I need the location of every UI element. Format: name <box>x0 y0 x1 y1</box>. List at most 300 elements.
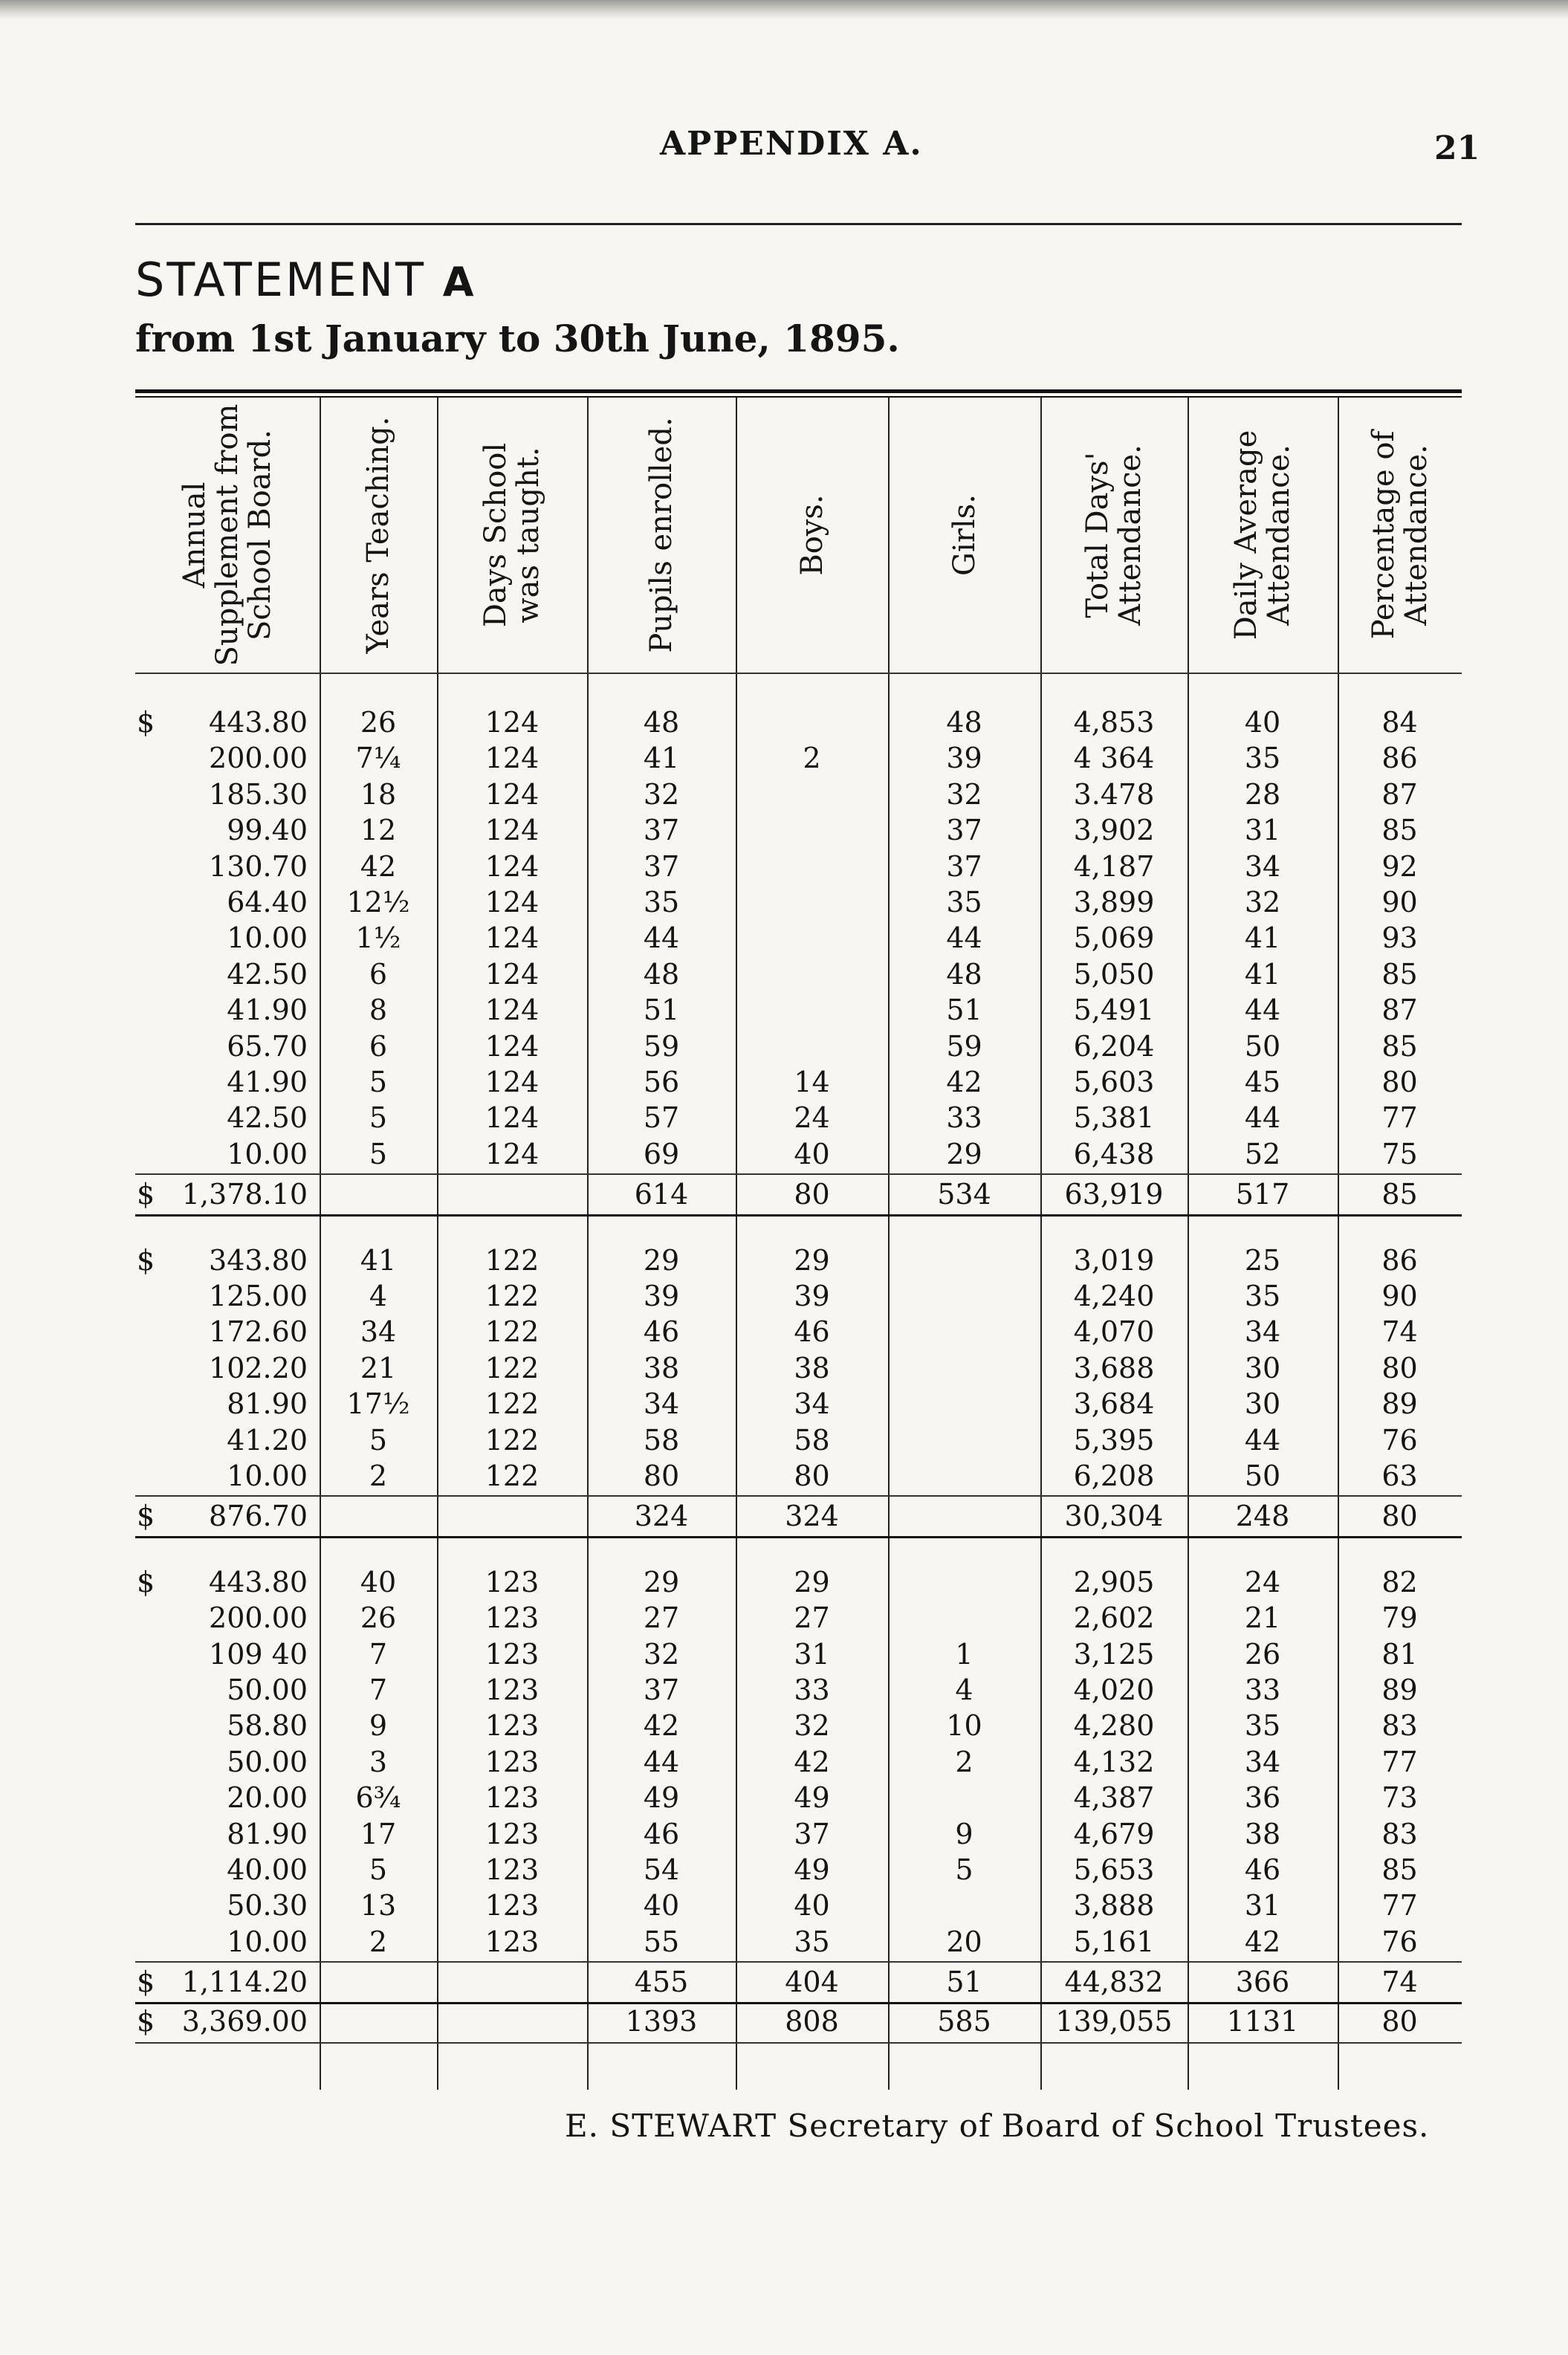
table-row-total-days: 4,387 <box>1073 1781 1155 1815</box>
column-header-boys <box>736 398 888 673</box>
table-row-percentage: 75 <box>1381 1137 1418 1170</box>
table-row-supplement: 343.80 <box>209 1243 308 1277</box>
table-row-days: 122 <box>485 1387 540 1421</box>
table-row-daily-average: 38 <box>1244 1817 1281 1850</box>
table-row-days: 122 <box>485 1280 540 1312</box>
section-total-row-daily-average: 248 <box>1235 1500 1290 1533</box>
table-row-boys: 37 <box>794 1817 830 1850</box>
table-row-years: 8 <box>369 994 388 1027</box>
table-row-enrolled: 38 <box>643 1351 680 1384</box>
table-row-enrolled: 32 <box>643 777 680 811</box>
table-row-girls: 9 <box>955 1817 973 1850</box>
table-row-girls: 37 <box>946 814 982 847</box>
table-row-percentage: 85 <box>1381 957 1418 991</box>
table-row-girls: 37 <box>946 849 982 883</box>
table-row-supplement: 20.00 <box>227 1781 308 1815</box>
dollar-sign: $ <box>137 1565 155 1598</box>
table-row-days: 123 <box>485 1637 540 1671</box>
table-row-percentage: 63 <box>1381 1460 1418 1492</box>
grand-total-row-girls: 585 <box>937 2004 991 2038</box>
statement-title-text: STATEMENT <box>135 253 426 307</box>
table-row-girls: 5 <box>955 1853 973 1886</box>
table-row-supplement: 99.40 <box>227 814 308 847</box>
table-row-boys: 14 <box>794 1066 830 1098</box>
section-total-row-boys: 324 <box>785 1500 839 1533</box>
table-row-supplement: 65.70 <box>227 1029 308 1063</box>
column-header-label: Pupils enrolled. <box>644 417 678 653</box>
statement-period: from 1st January to 30th June, 1895. <box>135 317 900 360</box>
table-row-total-days: 4,679 <box>1073 1817 1155 1850</box>
table-row-boys: 39 <box>794 1280 830 1312</box>
table-row-daily-average: 42 <box>1244 1925 1281 1958</box>
page-header <box>0 125 1568 169</box>
table-row-daily-average: 44 <box>1244 1423 1281 1457</box>
column-header-label: Years Teaching. <box>361 416 395 654</box>
table-row-girls: 35 <box>946 886 982 919</box>
table-row-percentage: 73 <box>1381 1781 1418 1815</box>
table-row-years: 1½ <box>355 921 401 955</box>
table-row-days: 123 <box>485 1709 540 1743</box>
table-row-total-days: 6,204 <box>1073 1029 1155 1063</box>
table-row-enrolled: 49 <box>643 1781 680 1815</box>
table-row-years: 42 <box>360 849 397 883</box>
table-row-boys: 38 <box>794 1351 830 1384</box>
table-row-enrolled: 55 <box>643 1925 680 1958</box>
table-row-boys: 29 <box>794 1565 830 1598</box>
section-total-row-daily-average: 517 <box>1235 1178 1290 1211</box>
table-row-percentage: 82 <box>1381 1565 1418 1598</box>
section-total-row-enrolled: 614 <box>634 1178 689 1211</box>
table-row-percentage: 77 <box>1381 1889 1418 1922</box>
table-row-percentage: 80 <box>1381 1351 1418 1384</box>
table-row-girls: 42 <box>946 1066 982 1098</box>
column-header-label: Girls. <box>947 494 982 576</box>
table-row-days: 122 <box>485 1351 540 1384</box>
table-row-supplement: 50.00 <box>227 1674 308 1706</box>
table-row-percentage: 87 <box>1381 777 1418 811</box>
table-row-percentage: 83 <box>1381 1817 1418 1850</box>
table-row-supplement: 125.00 <box>209 1280 308 1312</box>
table-row-girls: 59 <box>946 1029 982 1063</box>
grand-total-row-supplement: 3,369.00 <box>181 2004 308 2038</box>
table-row-enrolled: 37 <box>643 814 680 847</box>
statement-title <box>135 253 476 307</box>
section-total-row-total-days: 30,304 <box>1064 1500 1164 1533</box>
table-row-total-days: 5,653 <box>1073 1853 1155 1886</box>
table-row-enrolled: 32 <box>643 1637 680 1671</box>
table-row-percentage: 79 <box>1381 1601 1418 1635</box>
table-row-enrolled: 59 <box>643 1029 680 1063</box>
section-total-row-percentage: 80 <box>1381 1500 1418 1533</box>
header-rule <box>135 223 1462 225</box>
table-row-enrolled: 44 <box>643 921 680 955</box>
table-row-supplement: 81.90 <box>227 1387 308 1421</box>
table-row-supplement: 41.90 <box>227 994 308 1027</box>
table-row-boys: 24 <box>794 1101 830 1135</box>
table-row-percentage: 77 <box>1381 1101 1418 1135</box>
table-row-supplement: 41.90 <box>227 1066 308 1098</box>
column-header-label: Boys. <box>794 494 829 576</box>
table-row-years: 9 <box>369 1709 388 1743</box>
table-row-daily-average: 41 <box>1244 957 1281 991</box>
column-header-label: Total Days' Attendance. <box>1081 444 1147 626</box>
table-row-boys: 46 <box>794 1315 830 1349</box>
table-row-total-days: 4 364 <box>1073 742 1155 775</box>
table-row-enrolled: 40 <box>643 1889 680 1922</box>
table-row-girls: 10 <box>946 1709 982 1743</box>
table-row-enrolled: 58 <box>643 1423 680 1457</box>
table-row-daily-average: 21 <box>1244 1601 1281 1635</box>
table-row-boys: 35 <box>794 1925 830 1958</box>
table-row-years: 12 <box>360 814 397 847</box>
table-top-rule <box>135 389 1462 393</box>
table-row-girls: 48 <box>946 706 982 739</box>
table-row-girls: 20 <box>946 1925 982 1958</box>
table-row-percentage: 86 <box>1381 1243 1418 1277</box>
column-header-girls <box>888 398 1040 673</box>
table-row-enrolled: 39 <box>643 1280 680 1312</box>
table-row-percentage: 81 <box>1381 1637 1418 1671</box>
table-row-percentage: 85 <box>1381 1853 1418 1886</box>
table-row-years: 7 <box>369 1637 388 1671</box>
table-row-daily-average: 24 <box>1244 1565 1281 1598</box>
table-row-enrolled: 46 <box>643 1817 680 1850</box>
table-row-daily-average: 46 <box>1244 1853 1281 1886</box>
table-row-days: 123 <box>485 1601 540 1635</box>
table-row-enrolled: 57 <box>643 1101 680 1135</box>
subtotal-rule <box>135 1495 1462 1497</box>
table-row-percentage: 92 <box>1381 849 1418 883</box>
table-row-total-days: 2,602 <box>1073 1601 1155 1635</box>
grand-total-row-boys: 808 <box>785 2004 839 2038</box>
table-row-percentage: 93 <box>1381 921 1418 955</box>
table-row-years: 5 <box>369 1137 388 1170</box>
table-row-daily-average: 35 <box>1244 1709 1281 1743</box>
table-row-years: 17½ <box>346 1387 410 1421</box>
table-row-days: 123 <box>485 1853 540 1886</box>
column-header-label: Percentage of Attendance. <box>1366 430 1433 640</box>
dollar-sign: $ <box>137 1178 155 1211</box>
table-row-days: 123 <box>485 1889 540 1922</box>
table-row-enrolled: 51 <box>643 994 680 1027</box>
table-row-enrolled: 34 <box>643 1387 680 1421</box>
table-row-enrolled: 48 <box>643 706 680 739</box>
table-row-girls: 48 <box>946 957 982 991</box>
table-row-daily-average: 34 <box>1244 1315 1281 1349</box>
table-row-girls: 2 <box>955 1745 973 1778</box>
table-row-total-days: 6,438 <box>1073 1137 1155 1170</box>
table-row-total-days: 4,070 <box>1073 1315 1155 1349</box>
section-rule <box>135 1536 1462 1538</box>
table-row-supplement: 81.90 <box>227 1817 308 1850</box>
table-row-total-days: 4,240 <box>1073 1280 1155 1312</box>
table-row-total-days: 6,208 <box>1073 1460 1155 1492</box>
table-row-total-days: 3,888 <box>1073 1889 1155 1922</box>
table-row-total-days: 4,132 <box>1073 1745 1155 1778</box>
table-row-enrolled: 37 <box>643 1674 680 1706</box>
table-row-years: 18 <box>360 777 397 811</box>
table-row-percentage: 85 <box>1381 1029 1418 1063</box>
table-row-years: 5 <box>369 1066 388 1098</box>
table-row-years: 2 <box>369 1460 388 1492</box>
table-row-days: 124 <box>485 706 540 739</box>
table-row-supplement: 102.20 <box>209 1351 308 1384</box>
table-row-daily-average: 28 <box>1244 777 1281 811</box>
table-row-days: 124 <box>485 1137 540 1170</box>
table-row-boys: 58 <box>794 1423 830 1457</box>
section-total-row-supplement: 1,378.10 <box>181 1178 308 1211</box>
table-row-supplement: 200.00 <box>209 742 308 775</box>
table-row-days: 124 <box>485 921 540 955</box>
table-row-years: 6 <box>369 1029 388 1063</box>
table-row-percentage: 89 <box>1381 1387 1418 1421</box>
column-header-supplement <box>135 398 320 673</box>
table-row-supplement: 64.40 <box>227 886 308 919</box>
running-head: APPENDIX A. <box>660 125 923 163</box>
table-row-total-days: 5,050 <box>1073 957 1155 991</box>
table-row-supplement: 42.50 <box>227 1101 308 1135</box>
table-row-boys: 31 <box>794 1637 830 1671</box>
table-row-enrolled: 56 <box>643 1066 680 1098</box>
table-row-percentage: 86 <box>1381 742 1418 775</box>
table-row-years: 5 <box>369 1101 388 1135</box>
table-row-total-days: 3,019 <box>1073 1243 1155 1277</box>
table-row-percentage: 85 <box>1381 814 1418 847</box>
table-bottom-rule <box>135 2042 1462 2044</box>
table-row-daily-average: 36 <box>1244 1781 1281 1815</box>
table-row-girls: 32 <box>946 777 982 811</box>
section-total-row-supplement: 876.70 <box>209 1500 308 1533</box>
table-row-enrolled: 44 <box>643 1745 680 1778</box>
table-row-boys: 27 <box>794 1601 830 1635</box>
table-row-total-days: 3,902 <box>1073 814 1155 847</box>
header-bottom-rule <box>135 673 1462 674</box>
table-row-daily-average: 52 <box>1244 1137 1281 1170</box>
table-row-supplement: 185.30 <box>209 777 308 811</box>
column-header-label: Days School was taught. <box>479 442 545 628</box>
table-row-daily-average: 30 <box>1244 1387 1281 1421</box>
table-row-years: 17 <box>360 1817 397 1850</box>
table-row-enrolled: 48 <box>643 957 680 991</box>
table-row-daily-average: 31 <box>1244 814 1281 847</box>
table-row-daily-average: 40 <box>1244 706 1281 739</box>
grand-total-row-enrolled: 1393 <box>625 2004 698 2038</box>
table-row-boys: 40 <box>794 1889 830 1922</box>
table-row-percentage: 74 <box>1381 1315 1418 1349</box>
statement-letter: A <box>442 259 476 305</box>
table-row-girls: 29 <box>946 1137 982 1170</box>
table-row-percentage: 84 <box>1381 706 1418 739</box>
table-row-daily-average: 50 <box>1244 1029 1281 1063</box>
table-row-years: 4 <box>369 1280 388 1312</box>
table-row-daily-average: 32 <box>1244 886 1281 919</box>
table-row-days: 124 <box>485 1101 540 1135</box>
table-row-days: 124 <box>485 957 540 991</box>
table-row-days: 124 <box>485 849 540 883</box>
signature-line: E. STEWART Secretary of Board of School Trustees. <box>565 2108 1430 2144</box>
table-row-enrolled: 42 <box>643 1709 680 1743</box>
dollar-sign: $ <box>137 706 155 739</box>
table-row-total-days: 5,603 <box>1073 1066 1155 1098</box>
table-row-daily-average: 44 <box>1244 994 1281 1027</box>
section-total-row-daily-average: 366 <box>1235 1966 1290 1999</box>
column-header-label: Daily Average Attendance. <box>1229 430 1296 641</box>
table-row-days: 122 <box>485 1423 540 1457</box>
section-rule <box>135 1214 1462 1217</box>
table-row-percentage: 77 <box>1381 1745 1418 1778</box>
table-row-supplement: 50.00 <box>227 1745 308 1778</box>
dollar-sign: $ <box>137 1966 155 1999</box>
table-row-percentage: 89 <box>1381 1674 1418 1706</box>
table-row-total-days: 5,161 <box>1073 1925 1155 1958</box>
table-row-boys: 29 <box>794 1243 830 1277</box>
table-row-boys: 49 <box>794 1781 830 1815</box>
table-row-years: 5 <box>369 1853 388 1886</box>
table-row-boys: 49 <box>794 1853 830 1886</box>
table-row-total-days: 3.478 <box>1073 777 1155 811</box>
table-row-girls: 33 <box>946 1101 982 1135</box>
table-row-days: 122 <box>485 1460 540 1492</box>
column-header-label: Annual Supplement from School Board. <box>178 404 277 667</box>
section-total-row-supplement: 1,114.20 <box>181 1966 308 1999</box>
page-number: 21 <box>1434 129 1480 167</box>
table-row-days: 122 <box>485 1243 540 1277</box>
table-row-years: 40 <box>360 1565 397 1598</box>
table-row-years: 7¼ <box>355 742 401 775</box>
table-row-supplement: 443.80 <box>209 706 308 739</box>
table-row-boys: 2 <box>803 742 821 775</box>
table-row-daily-average: 26 <box>1244 1637 1281 1671</box>
table-row-supplement: 50.30 <box>227 1889 308 1922</box>
table-row-enrolled: 35 <box>643 886 680 919</box>
table-row-days: 123 <box>485 1817 540 1850</box>
table-row-boys: 42 <box>794 1745 830 1778</box>
table-row-total-days: 5,491 <box>1073 994 1155 1027</box>
section-total-row-enrolled: 455 <box>634 1966 689 1999</box>
table-row-percentage: 83 <box>1381 1709 1418 1743</box>
grand-total-row-total-days: 139,055 <box>1055 2004 1173 2038</box>
table-row-daily-average: 35 <box>1244 1280 1281 1312</box>
table-row-supplement: 172.60 <box>209 1315 308 1349</box>
table-row-years: 6¾ <box>355 1781 401 1815</box>
table-row-daily-average: 45 <box>1244 1066 1281 1098</box>
table-row-years: 26 <box>360 1601 397 1635</box>
table-row-days: 123 <box>485 1674 540 1706</box>
table-row-boys: 40 <box>794 1137 830 1170</box>
table-row-total-days: 3,125 <box>1073 1637 1155 1671</box>
table-row-boys: 32 <box>794 1709 830 1743</box>
table-row-boys: 80 <box>794 1460 830 1492</box>
section-total-row-enrolled: 324 <box>634 1500 689 1533</box>
table-row-years: 3 <box>369 1745 388 1778</box>
table-row-supplement: 42.50 <box>227 957 308 991</box>
table-row-supplement: 10.00 <box>227 921 308 955</box>
table-row-days: 123 <box>485 1925 540 1958</box>
table-row-supplement: 130.70 <box>209 849 308 883</box>
table-row-days: 124 <box>485 742 540 775</box>
table-row-years: 6 <box>369 957 388 991</box>
table-row-supplement: 10.00 <box>227 1460 308 1492</box>
table-row-years: 41 <box>360 1243 397 1277</box>
table-row-supplement: 443.80 <box>209 1565 308 1598</box>
grand-total-row-percentage: 80 <box>1381 2004 1418 2038</box>
table-row-total-days: 5,381 <box>1073 1101 1155 1135</box>
table-row-days: 123 <box>485 1565 540 1598</box>
column-header-years <box>320 398 437 673</box>
table-row-enrolled: 27 <box>643 1601 680 1635</box>
table-row-days: 124 <box>485 814 540 847</box>
table-row-supplement: 200.00 <box>209 1601 308 1635</box>
section-total-row-percentage: 85 <box>1381 1178 1418 1211</box>
table-row-days: 124 <box>485 1029 540 1063</box>
section-total-row-girls: 534 <box>937 1178 991 1211</box>
table-row-years: 7 <box>369 1674 388 1706</box>
table-row-years: 34 <box>360 1315 397 1349</box>
section-total-row-total-days: 63,919 <box>1064 1178 1164 1211</box>
table-row-percentage: 76 <box>1381 1925 1418 1958</box>
table-row-years: 13 <box>360 1889 397 1922</box>
table-row-girls: 51 <box>946 994 982 1027</box>
table-row-percentage: 80 <box>1381 1066 1418 1098</box>
table-row-total-days: 3,684 <box>1073 1387 1155 1421</box>
table-row-daily-average: 30 <box>1244 1351 1281 1384</box>
table-row-daily-average: 31 <box>1244 1889 1281 1922</box>
section-total-row-boys: 80 <box>794 1178 830 1211</box>
section-total-row-percentage: 74 <box>1381 1966 1418 1999</box>
table-row-daily-average: 50 <box>1244 1460 1281 1492</box>
table-row-percentage: 76 <box>1381 1423 1418 1457</box>
table-row-enrolled: 80 <box>643 1460 680 1492</box>
table-row-total-days: 2,905 <box>1073 1565 1155 1598</box>
table-row-daily-average: 34 <box>1244 849 1281 883</box>
table-row-days: 124 <box>485 777 540 811</box>
table-row-total-days: 5,395 <box>1073 1423 1155 1457</box>
table-row-total-days: 4,187 <box>1073 849 1155 883</box>
dollar-sign: $ <box>137 1243 155 1277</box>
scan-edge <box>0 0 1568 19</box>
table-row-total-days: 4,853 <box>1073 706 1155 739</box>
column-header-daily-average <box>1188 398 1338 673</box>
table-row-girls: 44 <box>946 921 982 955</box>
table-row-years: 26 <box>360 706 397 739</box>
column-header-days <box>437 398 587 673</box>
dollar-sign: $ <box>137 1500 155 1533</box>
table-row-percentage: 90 <box>1381 1280 1418 1312</box>
table-row-years: 2 <box>369 1925 388 1958</box>
table-row-boys: 33 <box>794 1674 830 1706</box>
table-row-enrolled: 37 <box>643 849 680 883</box>
table-row-enrolled: 29 <box>643 1565 680 1598</box>
table-row-supplement: 10.00 <box>227 1137 308 1170</box>
table-row-daily-average: 41 <box>1244 921 1281 955</box>
table-row-enrolled: 69 <box>643 1137 680 1170</box>
table-row-percentage: 90 <box>1381 886 1418 919</box>
table-row-total-days: 4,020 <box>1073 1674 1155 1706</box>
column-header-percentage <box>1338 398 1462 673</box>
section-total-row-total-days: 44,832 <box>1064 1966 1164 1999</box>
table-row-daily-average: 44 <box>1244 1101 1281 1135</box>
table-row-days: 124 <box>485 886 540 919</box>
dollar-sign: $ <box>137 2004 155 2038</box>
table-row-enrolled: 46 <box>643 1315 680 1349</box>
section-total-row-boys: 404 <box>785 1966 839 1999</box>
column-header-total-days <box>1040 398 1188 673</box>
table-row-days: 122 <box>485 1315 540 1349</box>
grand-total-row-daily-average: 1131 <box>1226 2004 1299 2038</box>
table-row-days: 123 <box>485 1745 540 1778</box>
table-row-years: 12½ <box>346 886 410 919</box>
table-row-daily-average: 33 <box>1244 1674 1281 1706</box>
